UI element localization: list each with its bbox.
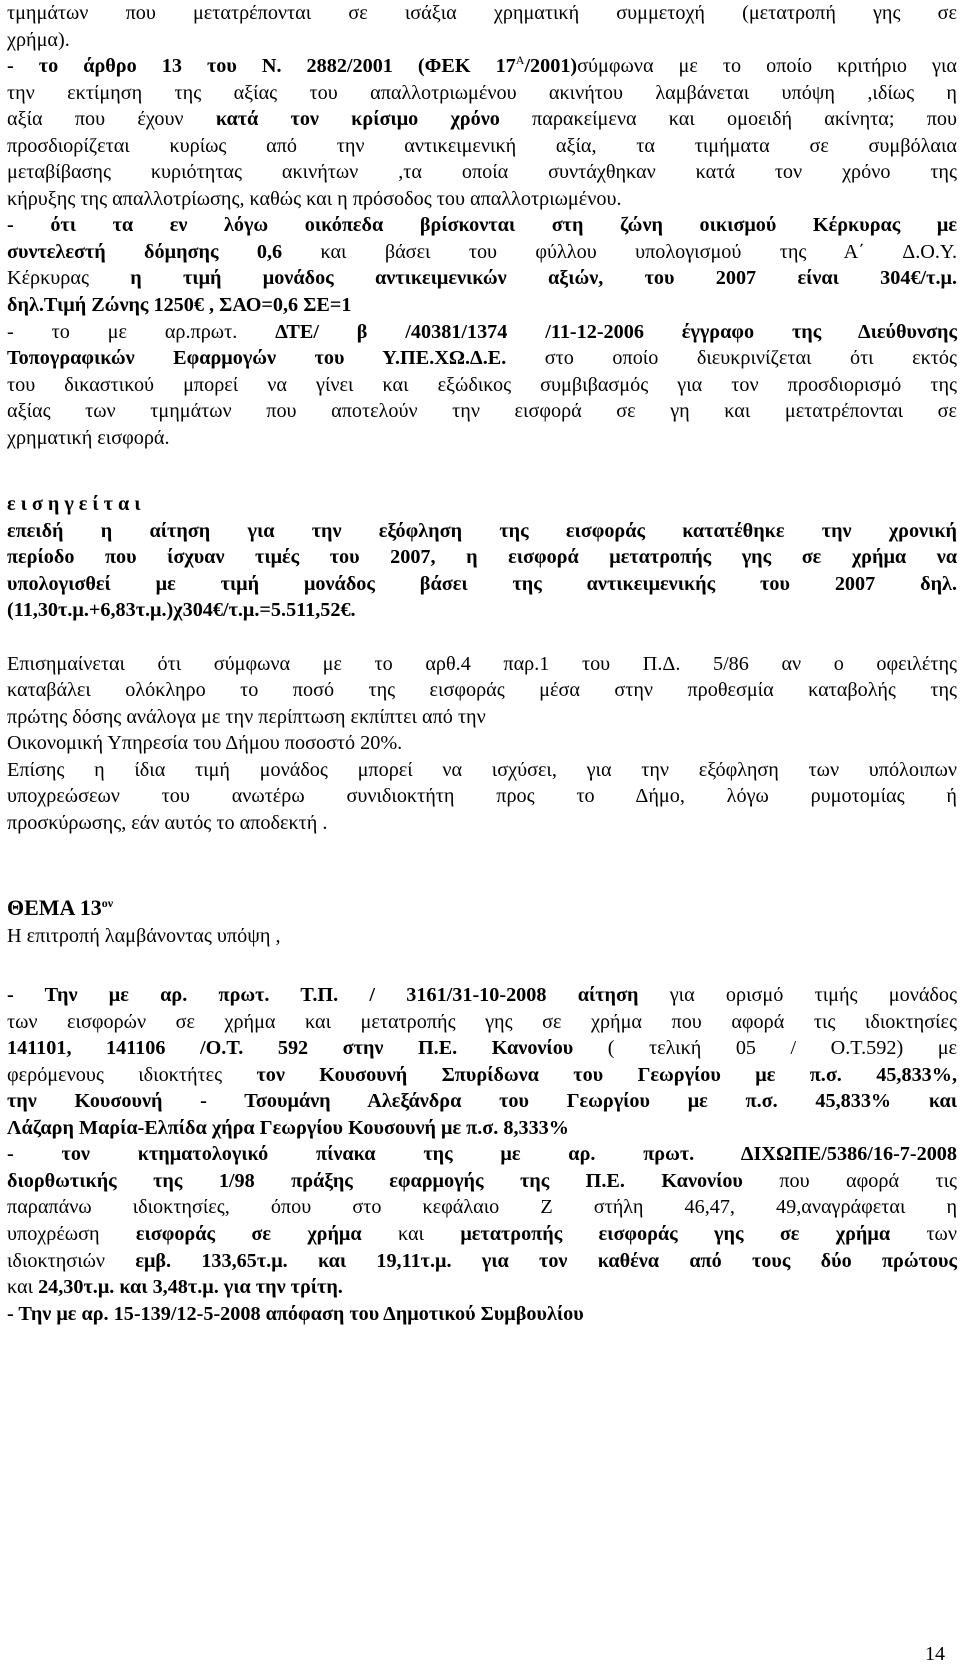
text-line: καταβάλει ολόκληρο το ποσό της εισφοράς μέσα στην προθεσμία καταβολής της: [7, 679, 957, 702]
text-line: Κέρκυρας η τιμή μονάδος αντικειμενικών αξιών, του 2007 είναι 304€/τ.μ.: [7, 267, 957, 290]
text-line: ιδιοκτησιών εμβ. 133,65τ.μ. και 19,11τ.μ. για τον καθένα από τους δύο πρώτους: [7, 1249, 957, 1272]
text-line: - το άρθρο 13 του Ν. 2882/2001 (ΦΕΚ $17^A/2001)\sigma ύ\mu\varphi\omega\nu\alpha$ με το οποίο κριτήριο για: [7, 53, 957, 78]
text-line: υποχρέωση εισφοράς σε χρήμα και μετατροπής εισφοράς γης σε χρήμα των: [7, 1222, 957, 1245]
text-line: του δικαστικού μπορεί να γίνει και εξώδικος συμβιβασμός για τον προσδιορισμό της: [7, 373, 957, 396]
text-line: αξίας των τμημάτων που αποτελούν την εισφορά σε γη και μετατρέπονται σε: [7, 400, 957, 423]
text-line: Τοπογραφικών Εφαρμογών του Υ.ΠΕ.ΧΩ.Δ.Ε. στο οποίο διευκρινίζεται ότι εκτός: [7, 347, 957, 370]
superscript: Α: [515, 53, 525, 68]
text-line: υποχρεώσεων του ανωτέρω συνιδιοκτήτη προς το Δήμο, λόγω ρυμοτομίας ή: [7, 785, 957, 808]
text-line: επειδή η αίτηση για την εξόφληση της εισφοράς κατατέθηκε την χρονική: [7, 519, 957, 542]
text-line: αξία που έχουν κατά τον κρίσιμο χρόνο παρακείμενα και ομοειδή ακίνητα; που: [7, 108, 957, 131]
text-line: κήρυξης της απαλλοτρίωσης, καθώς και η πρόσοδος του απαλλοτριωμένου.: [7, 187, 622, 210]
text-line: παραπάνω ιδιοκτησίες, όπου στο κεφάλαιο Ζ στήλη 46,47, 49,αναγράφεται η: [7, 1196, 957, 1219]
text-line: (11,30τ.μ.+6,83τ.μ.)χ304€/τ.μ.=5.511,52€.: [7, 599, 356, 622]
text-line: - τον κτηματολογικό πίνακα της με αρ. πρωτ. ΔΙΧΩΠΕ/5386/16-7-2008: [7, 1143, 957, 1166]
page-number: 14: [925, 1643, 945, 1665]
superscript: ον: [101, 896, 114, 911]
text-line: 141101, 141106 /Ο.Τ. 592 στην Π.Ε. Κανονίου ( τελική 05 / Ο.Τ.592) με: [7, 1037, 957, 1060]
text-line: προσδιορίζεται κυρίως από την αντικειμενική αξία, τα τιμήματα σε συμβόλαια: [7, 134, 957, 157]
text-line: Οικονομική Υπηρεσία του Δήμου ποσοστό 20%.: [7, 732, 403, 755]
text-line: τμημάτων που μετατρέπονται σε ισάξια χρηματική συμμετοχή (μετατροπή γης σε: [7, 2, 957, 24]
text-line: - το με αρ.πρωτ. ΔΤΕ/ β /40381/1374 /11-12-2006 έγγραφο της Διεύθυνσης: [7, 320, 958, 343]
text-line: μεταβίβασης κυριότητας ακινήτων ,τα οποία συντάχθηκαν κατά τον χρόνο της: [7, 161, 957, 184]
text-line: Λάζαρη Μαρία-Ελπίδα χήρα Γεωργίου Κουσουνή με π.σ. 8,333%: [7, 1116, 569, 1139]
topic-heading: ΘΕΜΑ $13^{o\nu}$: [7, 895, 114, 921]
text-line: - Την με αρ. 15-139/12-5-2008 απόφαση του Δημοτικού Συμβουλίου: [7, 1302, 584, 1325]
text-line: διορθωτικής της 1/98 πράξης εφαρμογής της Π.Ε. Κανονίου που αφορά τις: [7, 1169, 957, 1192]
section-heading: εισηγείται: [7, 493, 146, 516]
document-page: [7, 0, 957, 1678]
text-line: υπολογισθεί με τιμή μονάδος βάσει της αντικειμενικής του 2007 δηλ.: [7, 572, 957, 595]
text-line: χρηματική εισφορά.: [7, 426, 170, 449]
text-line: συντελεστή δόμησης 0,6 και βάσει του φύλλου υπολογισμού της Α΄ Δ.Ο.Υ.: [7, 240, 957, 263]
text-line: των εισφορών σε χρήμα και μετατροπής γης σε χρήμα που αφορά τις ιδιοκτησίες: [7, 1010, 957, 1033]
text-line: χρήμα).: [7, 28, 70, 51]
text-line: και 24,30τ.μ. και 3,48τ.μ. για την τρίτη.: [7, 1276, 343, 1299]
text-line: - Την με αρ. πρωτ. Τ.Π. / 3161/31-10-2008 αίτηση για ορισμό τιμής μονάδος: [7, 984, 957, 1007]
text-line: δηλ.Τιμή Ζώνης 1250€ , ΣΑΟ=0,6 ΣΕ=1: [7, 294, 352, 317]
text-line: προσκύρωσης, εάν αυτός το αποδεκτή .: [7, 811, 328, 834]
text-line: πρώτης δόσης ανάλογα με την περίπτωση εκπίπτει από την: [7, 705, 486, 728]
text-line: Η επιτροπή λαμβάνοντας υπόψη ,: [7, 924, 281, 947]
text-line: Επισημαίνεται ότι σύμφωνα με το αρθ.4 παρ.1 του Π.Δ. 5/86 αν ο οφειλέτης: [7, 652, 957, 675]
text-line: φερόμενους ιδιοκτήτες τον Κουσουνή Σπυρίδωνα του Γεωργίου με π.σ. 45,833%,: [7, 1063, 957, 1086]
text-line: την Κουσουνή - Τσουμάνη Αλεξάνδρα του Γεωργίου με π.σ. 45,833% και: [7, 1090, 957, 1113]
text-line: την εκτίμηση της αξίας του απαλλοτριωμένου ακινήτου λαμβάνεται υπόψη ,ιδίως η: [7, 81, 957, 104]
text-line: περίοδο που ίσχυαν τιμές του 2007, η εισφορά μετατροπής γης σε χρήμα να: [7, 546, 957, 569]
text-line: - ότι τα εν λόγω οικόπεδα βρίσκονται στη ζώνη οικισμού Κέρκυρας με: [7, 214, 957, 237]
text-line: Επίσης η ίδια τιμή μονάδος μπορεί να ισχύσει, για την εξόφληση των υπόλοιπων: [7, 758, 957, 781]
